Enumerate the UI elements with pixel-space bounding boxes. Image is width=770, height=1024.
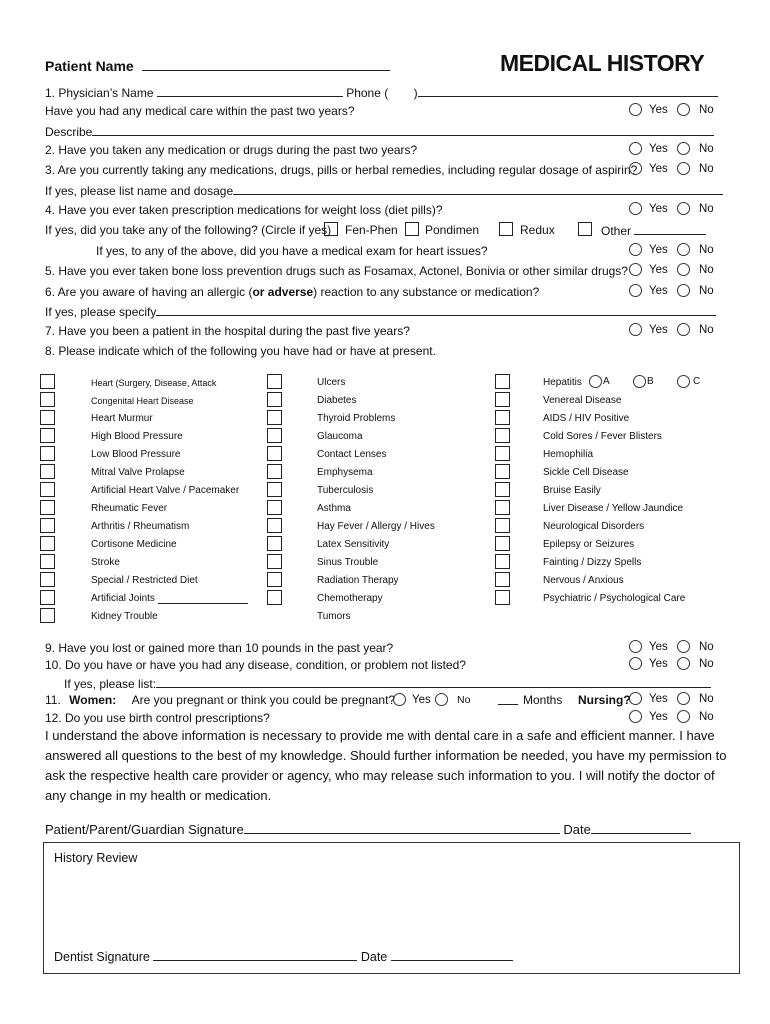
q10-list-row	[64, 676, 711, 691]
dentist-date-label: Date	[360, 950, 388, 964]
condition-col3-11: Nervous / Anxious	[543, 575, 624, 586]
patient-name-field[interactable]	[45, 59, 390, 73]
condition-col1-9: Cortisone Medicine	[91, 539, 177, 550]
q11-no-radio[interactable]	[435, 693, 448, 706]
col2-checkbox-6[interactable]	[267, 482, 282, 497]
col1-checkbox-4[interactable]	[40, 446, 55, 461]
condition-col1-1: Congenital Heart Disease	[91, 396, 194, 406]
other-label: Other	[601, 224, 632, 238]
q10-yes-label: Yes	[649, 658, 668, 670]
fen-phen-checkbox[interactable]	[324, 222, 338, 236]
col2-checkbox-1[interactable]	[267, 392, 282, 407]
q7-no-label: No	[699, 324, 714, 336]
q12-no-radio[interactable]	[677, 710, 690, 723]
page-title: MEDICAL HISTORY	[500, 50, 705, 76]
col1-checkbox-0[interactable]	[40, 374, 55, 389]
col2-checkbox-12[interactable]	[267, 590, 282, 605]
condition-col2-11: Radiation Therapy	[317, 575, 399, 586]
q6-specify-row	[45, 304, 716, 319]
col2-checkbox-0[interactable]	[267, 374, 282, 389]
q2-yes-radio[interactable]	[629, 142, 642, 155]
physician-label: 1. Physician’s Name	[45, 86, 154, 100]
q9-no-radio[interactable]	[677, 640, 690, 653]
q9-no-label: No	[699, 641, 714, 653]
condition-col2-7: Asthma	[317, 503, 351, 514]
col2-checkbox-4[interactable]	[267, 446, 282, 461]
col2-checkbox-2[interactable]	[267, 410, 282, 425]
condition-col2-13: Tumors	[317, 611, 351, 622]
condition-col3-5: Sickle Cell Disease	[543, 467, 629, 478]
condition-col1-0: Heart (Surgery, Disease, Attack	[91, 378, 217, 388]
col1-checkbox-5[interactable]	[40, 464, 55, 479]
q11-row	[45, 693, 395, 707]
q2-text: 2. Have you taken any medication or drugs during the past two years?	[45, 143, 418, 157]
patient-name-line[interactable]	[142, 59, 390, 71]
condition-col2-2: Thyroid Problems	[317, 413, 396, 424]
condition-col2-12: Chemotherapy	[317, 593, 383, 604]
q11-nursing-no-label: No	[699, 693, 714, 705]
q11-yes-label: Yes	[412, 694, 431, 706]
condition-col3-6: Bruise Easily	[543, 485, 601, 496]
consent-statement: I understand the above information is necessary to provide me with dental care in a safe and efficient manner. I have answered all questions to the best of my knowledge. Should further information be needed, you have my permission to ask the respective health care provider or agency, who may release such information to you. I will notify the doctor of any change in my health or medication.	[45, 728, 727, 803]
q11-nursing-yes-radio[interactable]	[629, 692, 642, 705]
q1-care-question: Have you had any medical care within the past two years?	[45, 104, 355, 118]
q4-text: 4. Have you ever taken prescription medications for weight loss (diet pills)?	[45, 203, 443, 217]
q3-list-label: If yes, please list name and dosage	[45, 184, 234, 198]
col3-checkbox-7[interactable]	[495, 500, 510, 515]
q4-exam-yes-label: Yes	[649, 244, 668, 256]
dentist-signature-line[interactable]	[153, 949, 357, 961]
q10-text: 10. Do you have or have you had any disease, condition, or problem not listed?	[45, 658, 466, 672]
q2-no-label: No	[699, 143, 714, 155]
col1-checkbox-6[interactable]	[40, 482, 55, 497]
q1-care-yes-label: Yes	[649, 104, 668, 116]
col2-checkbox-7[interactable]	[267, 500, 282, 515]
q2-no-radio[interactable]	[677, 142, 690, 155]
pondimen-checkbox[interactable]	[405, 222, 419, 236]
q1-care-yes-radio[interactable]	[629, 103, 642, 116]
q1-care-no-radio[interactable]	[677, 103, 690, 116]
q5-no-label: No	[699, 264, 714, 276]
condition-col2-1: Diabetes	[317, 395, 357, 406]
q11-nursing-yes-label: Yes	[649, 693, 668, 705]
q11-yes-radio[interactable]	[393, 693, 406, 706]
col3-checkbox-5[interactable]	[495, 464, 510, 479]
condition-col1-3: High Blood Pressure	[91, 431, 183, 442]
dentist-date-line[interactable]	[391, 949, 513, 961]
q9-text: 9. Have you lost or gained more than 10 pounds in the past year?	[45, 641, 394, 655]
col3-checkbox-8[interactable]	[495, 518, 510, 533]
q3-list-row	[45, 183, 723, 198]
pondimen-label: Pondimen	[425, 223, 480, 237]
condition-col1-7: Rheumatic Fever	[91, 503, 168, 514]
col3-checkbox-0[interactable]	[495, 374, 510, 389]
q6-specify-label: If yes, please specify	[45, 305, 157, 319]
q6-bold: or adverse	[252, 285, 314, 299]
condition-col1-4: Low Blood Pressure	[91, 449, 181, 460]
q4-yes-label: Yes	[649, 203, 668, 215]
q6-yes-radio[interactable]	[629, 284, 642, 297]
artificial-joints-line[interactable]	[158, 592, 248, 604]
q12-no-label: No	[699, 711, 714, 723]
dentist-signature-label: Dentist Signature	[54, 950, 150, 964]
q4-exam-yes-radio[interactable]	[629, 243, 642, 256]
q6-text	[45, 285, 539, 299]
q11-women: Women:	[69, 693, 117, 707]
hepatitis-c-label: C	[693, 376, 701, 387]
col1-checkbox-2[interactable]	[40, 410, 55, 425]
condition-col2-3: Glaucoma	[317, 431, 363, 442]
q7-yes-radio[interactable]	[629, 323, 642, 336]
condition-col1-6: Artificial Heart Valve / Pacemaker	[91, 485, 240, 496]
col1-checkbox-9[interactable]	[40, 536, 55, 551]
nursing-label: Nursing?	[578, 693, 631, 707]
condition-col3-9: Epilepsy or Seizures	[543, 539, 635, 550]
history-review-box	[43, 842, 740, 974]
q6-yes-label: Yes	[649, 285, 668, 297]
patient-name-label: Patient Name	[45, 58, 134, 74]
condition-col3-4: Hemophilia	[543, 449, 594, 460]
q4-yes-radio[interactable]	[629, 202, 642, 215]
condition-col3-7: Liver Disease / Yellow Jaundice	[543, 503, 684, 514]
col2-checkbox-9[interactable]	[267, 536, 282, 551]
physician-name-line[interactable]	[157, 85, 343, 97]
q5-yes-label: Yes	[649, 264, 668, 276]
q8-text: 8. Please indicate which of the following you have had or have at present.	[45, 344, 436, 358]
q7-yes-label: Yes	[649, 324, 668, 336]
dentist-signature-row	[54, 949, 513, 964]
describe-label: Describe	[45, 125, 93, 139]
months-label: Months	[523, 693, 563, 707]
condition-col3-12: Psychiatric / Psychological Care	[543, 593, 686, 604]
q11-num: 11.	[45, 693, 61, 707]
q3-yes-label: Yes	[649, 163, 668, 175]
q6-no-radio[interactable]	[677, 284, 690, 297]
q1-care-no-label: No	[699, 104, 714, 116]
phone-label: Phone (	[346, 86, 389, 100]
describe-row	[45, 124, 714, 139]
other-checkbox[interactable]	[578, 222, 592, 236]
col1-checkbox-8[interactable]	[40, 518, 55, 533]
col3-checkbox-6[interactable]	[495, 482, 510, 497]
col3-checkbox-11[interactable]	[495, 572, 510, 587]
q7-text: 7. Have you been a patient in the hospital during the past five years?	[45, 324, 410, 338]
fen-phen-label: Fen-Phen	[345, 223, 398, 237]
hepatitis-c-radio[interactable]	[677, 375, 690, 388]
condition-col2-6: Tuberculosis	[317, 485, 374, 496]
q4-exam-no-radio[interactable]	[677, 243, 690, 256]
col3-checkbox-12[interactable]	[495, 590, 510, 605]
q3-text: 3. Are you currently taking any medications, drugs, pills or herbal remedies, including regular dosage of aspirin?	[45, 163, 638, 177]
col3-checkbox-9[interactable]	[495, 536, 510, 551]
col3-checkbox-10[interactable]	[495, 554, 510, 569]
q9-yes-label: Yes	[649, 641, 668, 653]
signature-row	[45, 822, 691, 837]
col3-checkbox-3[interactable]	[495, 428, 510, 443]
col3-checkbox-4[interactable]	[495, 446, 510, 461]
q9-yes-radio[interactable]	[629, 640, 642, 653]
condition-col1-10: Stroke	[91, 557, 120, 568]
col3-checkbox-1[interactable]	[495, 392, 510, 407]
describe-line[interactable]	[92, 124, 714, 136]
hepatitis-b-label: B	[647, 376, 654, 387]
q2-yes-label: Yes	[649, 143, 668, 155]
condition-col3-8: Neurological Disorders	[543, 521, 645, 532]
col1-checkbox-3[interactable]	[40, 428, 55, 443]
q12-text: 12. Do you use birth control prescriptions?	[45, 711, 270, 725]
condition-col3-3: Cold Sores / Fever Blisters	[543, 431, 662, 442]
q10-yes-radio[interactable]	[629, 657, 642, 670]
q4-no-radio[interactable]	[677, 202, 690, 215]
condition-col3-0: Hepatitis	[543, 377, 582, 388]
col3-checkbox-2[interactable]	[495, 410, 510, 425]
q4-exam: If yes, to any of the above, did you have a medical exam for heart issues?	[96, 244, 488, 258]
q12-yes-radio[interactable]	[629, 710, 642, 723]
q11-nursing-no-radio[interactable]	[677, 692, 690, 705]
hepatitis-a-radio[interactable]	[589, 375, 602, 388]
condition-col1-13: Kidney Trouble	[91, 611, 158, 622]
col2-checkbox-8[interactable]	[267, 518, 282, 533]
phone-close: )	[413, 86, 418, 100]
q3-yes-radio[interactable]	[629, 162, 642, 175]
q10-no-label: No	[699, 658, 714, 670]
other-line[interactable]	[634, 223, 706, 235]
q6-no-label: No	[699, 285, 714, 297]
col2-checkbox-11[interactable]	[267, 572, 282, 587]
col1-checkbox-12[interactable]	[40, 590, 55, 605]
q6-specify-line[interactable]	[156, 304, 716, 316]
signature-date-label: Date	[563, 822, 591, 837]
q7-no-radio[interactable]	[677, 323, 690, 336]
months-line[interactable]	[498, 693, 518, 705]
q3-no-label: No	[699, 163, 714, 175]
q11-text: Are you pregnant or think you could be pregnant?	[131, 693, 396, 707]
col1-checkbox-13[interactable]	[40, 608, 55, 623]
condition-col1-11: Special / Restricted Diet	[91, 575, 198, 586]
q10-list-label: If yes, please list:	[64, 677, 157, 691]
condition-col1-5: Mitral Valve Prolapse	[91, 467, 185, 478]
q3-list-line[interactable]	[233, 183, 723, 195]
condition-col2-4: Contact Lenses	[317, 449, 387, 460]
q6-post: ) reaction to any substance or medication?	[313, 285, 540, 299]
redux-label: Redux	[520, 223, 555, 237]
condition-col1-12: Artificial Joints	[91, 593, 155, 604]
hepatitis-a-label: A	[603, 376, 610, 387]
q4-no-label: No	[699, 203, 714, 215]
q6-pre: 6. Are you aware of having an allergic (	[45, 285, 253, 299]
condition-col1-2: Heart Murmur	[91, 413, 153, 424]
q5-text: 5. Have you ever taken bone loss prevention drugs such as Fosamax, Actonel, Bonivia or other similar drugs?	[45, 264, 628, 278]
q5-no-radio[interactable]	[677, 263, 690, 276]
q10-list-line[interactable]	[156, 676, 711, 688]
q10-no-radio[interactable]	[677, 657, 690, 670]
col1-checkbox-11[interactable]	[40, 572, 55, 587]
col2-checkbox-5[interactable]	[267, 464, 282, 479]
condition-col3-10: Fainting / Dizzy Spells	[543, 557, 642, 568]
q5-yes-radio[interactable]	[629, 263, 642, 276]
history-review-title: History Review	[54, 851, 138, 865]
other-field	[601, 223, 706, 238]
condition-col1-8: Arthritis / Rheumatism	[91, 521, 190, 532]
signature-date-line[interactable]	[591, 822, 691, 834]
col1-checkbox-7[interactable]	[40, 500, 55, 515]
q4-followup: If yes, did you take any of the following? (Circle if yes)	[45, 223, 332, 237]
col2-checkbox-3[interactable]	[267, 428, 282, 443]
phone-line[interactable]	[418, 85, 718, 97]
hepatitis-b-radio[interactable]	[633, 375, 646, 388]
signature-label: Patient/Parent/Guardian Signature	[45, 822, 244, 837]
col1-checkbox-1[interactable]	[40, 392, 55, 407]
col1-checkbox-10[interactable]	[40, 554, 55, 569]
condition-col3-2: AIDS / HIV Positive	[543, 413, 630, 424]
physician-row	[45, 85, 718, 100]
condition-col2-0: Ulcers	[317, 377, 346, 388]
redux-checkbox[interactable]	[499, 222, 513, 236]
condition-col2-5: Emphysema	[317, 467, 373, 478]
q12-yes-label: Yes	[649, 711, 668, 723]
q11-no-label: No	[457, 694, 471, 706]
condition-col2-8: Hay Fever / Allergy / Hives	[317, 521, 435, 532]
q3-no-radio[interactable]	[677, 162, 690, 175]
condition-col2-9: Latex Sensitivity	[317, 539, 390, 550]
q4-exam-no-label: No	[699, 244, 714, 256]
condition-col2-10: Sinus Trouble	[317, 557, 379, 568]
col2-checkbox-10[interactable]	[267, 554, 282, 569]
signature-line[interactable]	[244, 822, 560, 834]
condition-col3-1: Venereal Disease	[543, 395, 622, 406]
